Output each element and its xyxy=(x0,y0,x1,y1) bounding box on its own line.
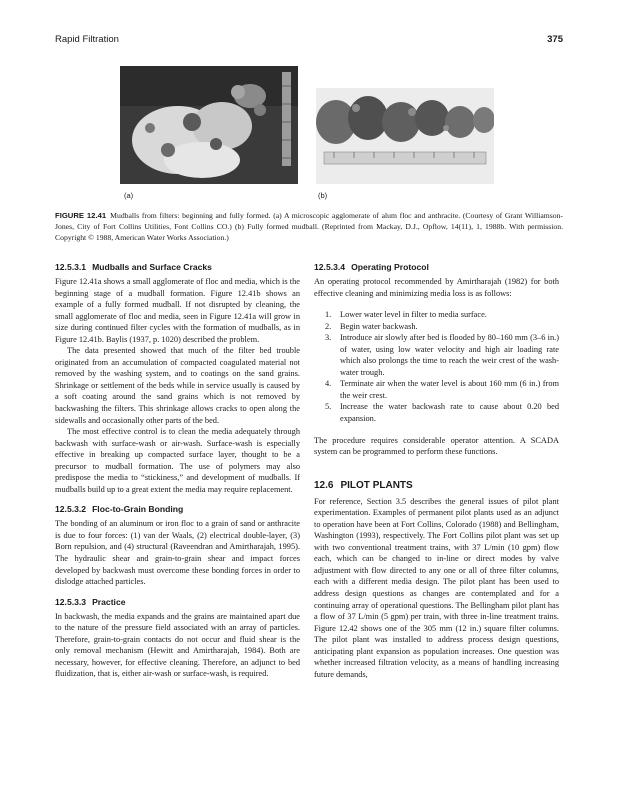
list-item-text: Lower water level in filter to media surface. xyxy=(340,310,487,320)
list-item-number: 1. xyxy=(325,310,332,320)
section-heading xyxy=(55,262,300,273)
figure-label: FIGURE 12.41 xyxy=(55,211,107,220)
section-heading xyxy=(314,479,559,492)
figure-caption xyxy=(55,210,563,244)
paragraph: For reference, Section 3.5 describes the general issues of pilot plant experimentation. Examples of permanent pilot plants used as an adjunct to operation have been at Fort Collins, Colorado (1988) and Bellingham, Washington (1993), respectively. The Fort Collins pilot plant was set up with two conventional treatment trains, with 37 L/min (10 gpm) flow each, which can be changed to in-line or direct modes by valve adjustment with flow directed to any one or all of three filter columns, each with a different media design. The pilot plant has been used to address design questions as changes are contemplated and for a continuing array of operational questions. The Bellingham pilot plant has a flow of 37 L/min (5 gpm) per train, with three in-line treatment trains. Figure 12.42 shows one of the 305 mm (12 in.) square filter columns. The pilot plant was installed to address process design questions, anticipating plant expansion as population increases. One question was whether increased filtration velocity, as a means of handling increasing future demands, xyxy=(314,496,559,679)
section-number: 12.5.3.1 xyxy=(55,262,87,272)
list-item-text: Increase the water backwash rate to cause about 0.20 bed expansion. xyxy=(340,402,559,424)
paragraph: The data presented showed that much of the filter bed trouble originated from an accumulation of compacted coagulated material not removed by the washing system, and to coatings on the sand grains. Shrinkage or settlement of the beds while in service usually is caused by a soft coating around the sand grains which is not removed by backwashing the filters. This shrinkage allows cracks to open along the sidewalls and occasionally other parts of the bed. xyxy=(55,346,300,425)
list-item xyxy=(314,378,559,401)
section-title: Floc-to-Grain Bonding xyxy=(92,504,184,515)
section-title: Operating Protocol xyxy=(351,262,429,272)
paragraph: The bonding of an aluminum or iron floc to a grain of sand or anthracite is due to four forces: (1) van der Waals, (2) electrical double-layer, (3) Born repulsion, and (4) structural (Raveendran and Amirtharajah, 1995). The hydraulic shear and grain-to-grain shear and impact forces developed by backwash must overcome these bonding forces in order to dislodge attached particles. xyxy=(55,519,300,587)
protocol-steps-list xyxy=(314,309,559,424)
right-column xyxy=(314,262,559,680)
figure-sublabel-a: (a) xyxy=(124,191,134,200)
paragraph: In backwash, the media expands and the grains are maintained apart due to the nature of the pressure field associated with an array of particles. Therefore, grain-to-grain contacts do not occur and fluid shear is the only removal mechanism (Hewitt and Amirtharajah, 1984). Both are necessary, however, for effective cleaning. Therefore, an adjunct to bed fluidization, that is, either air-wash or surface-wash, is required. xyxy=(55,611,300,679)
paragraph: The procedure requires considerable operator attention. A SCADA system can be programmed to perform these functions. xyxy=(314,435,559,457)
figure-sublabel-b: (b) xyxy=(318,191,328,200)
list-item xyxy=(314,321,559,333)
left-column xyxy=(55,262,300,680)
list-item-number: 5. xyxy=(325,402,332,412)
list-item-number: 2. xyxy=(325,321,332,331)
paragraph: Figure 12.41a shows a small agglomerate of floc and media, which is the beginning stage of a mudball formation. Figure 12.41b shows an example of a fully formed mudball. If not disrupted by cleaning, the small agglomerate of floc and media, seen in Figure 12.41a will grow in size during continued filter cycles with the formation of mudballs, as in Figure 12.41b. Baylis (1937, p. 1020) described the problem. xyxy=(55,277,300,344)
figure-photo-b xyxy=(316,88,494,184)
section-number: 12.5.3.2 xyxy=(55,504,87,515)
section-heading xyxy=(314,262,559,273)
page-number: 375 xyxy=(547,34,563,45)
section-number: 12.6 xyxy=(314,479,334,491)
list-item-text: Terminate air when the water level is about 160 mm (6 in.) from the weir crest. xyxy=(340,379,559,400)
paragraph: The most effective control is to clean the media adequately through backwash with surface-wash or air-wash. Surface-wash is especially effective in breaking up compacted surface layer, thought to be a precursor to mudball formation. The use of polymers may also predispose the media to “stickiness,” and development of mudballs. If mudballs build up to a great extent the media may require replacement. xyxy=(55,427,300,494)
list-item-number: 3. xyxy=(325,333,332,343)
paragraph: An operating protocol recommended by Amirtharajah (1982) for both effective cleaning and minimizing media loss is as follows: xyxy=(314,277,559,298)
list-item xyxy=(314,332,559,378)
section-title: Practice xyxy=(92,596,126,607)
figure-caption-text: Mudballs from filters: beginning and fully formed. (a) A microscopic agglomerate of alum floc and anthracite. (Courtesy of Grant Williamson-Jones, City of Fort Collins Utilities, Font Collins CO.) (b) Fully formed mudball. (Reprinted from Mackay, D.J., Opflow, 14(11), 1, 1988b. With permission. Copyright © 1988, American Water Works Association.) xyxy=(55,211,563,243)
running-head xyxy=(55,34,563,48)
section-number: 12.5.3.4 xyxy=(314,262,346,272)
running-head-title: Rapid Filtration xyxy=(55,34,119,45)
section-title: Mudballs and Surface Cracks xyxy=(92,262,212,272)
section-heading xyxy=(55,597,300,608)
section-number: 12.5.3.3 xyxy=(55,596,87,607)
figure-photo-a xyxy=(120,66,298,184)
section-title: PILOT PLANTS xyxy=(340,479,413,491)
list-item-number: 4. xyxy=(325,379,332,389)
list-item-text: Begin water backwash. xyxy=(340,321,418,331)
list-item xyxy=(314,401,559,424)
list-item xyxy=(314,309,559,321)
section-heading xyxy=(55,504,300,515)
list-item-text: Introduce air slowly after bed is flooded by 80–160 mm (3–6 in.) of water, using low water velocity and high air loading rate which also prolongs the time to reach the weir crest of the wash-water trough. xyxy=(340,333,559,377)
